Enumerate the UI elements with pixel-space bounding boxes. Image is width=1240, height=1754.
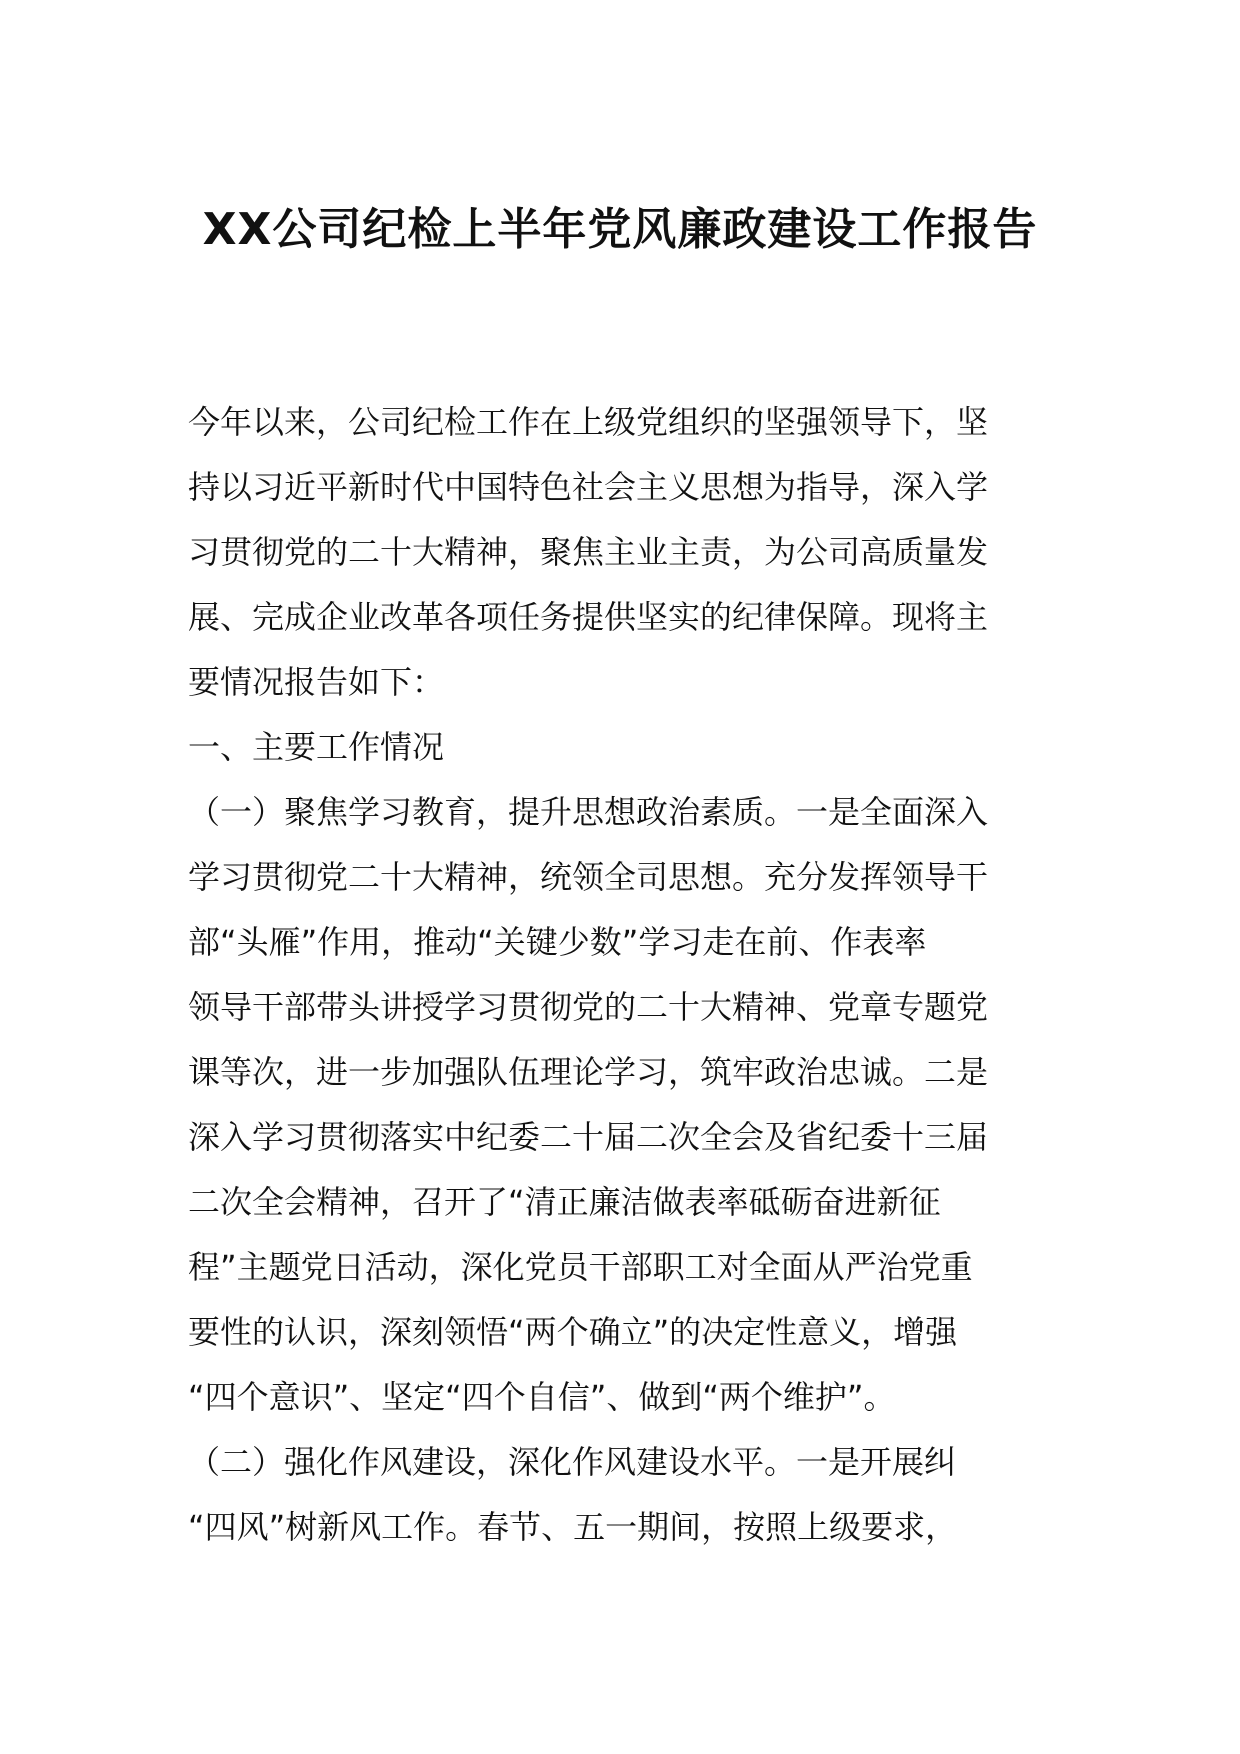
body-line: 今年以来，公司纪检工作在上级党组织的坚强领导下，坚 [188,403,989,441]
body-line: 持以习近平新时代中国特色社会主义思想为指导，深入学 [188,468,989,506]
body-line: 领导干部带头讲授学习贯彻党的二十大精神、党章专题党 [188,988,989,1026]
body-line: “四风”树新风工作。春节、五一期间，按照上级要求， [188,1508,958,1546]
body-line: 课等次，进一步加强队伍理论学习，筑牢政治忠诚。二是 [188,1053,989,1091]
body-line: 部“头雁”作用，推动“关键少数”学习走在前、作表率 [188,923,927,961]
body-line: 二次全会精神，召开了“清正廉洁做表率砥砺奋进新征 [188,1183,941,1221]
body-line: 程”主题党日活动，深化党员干部职工对全面从严治党重 [188,1248,973,1286]
body-line: 学习贯彻党二十大精神，统领全司思想。充分发挥领导干 [188,858,989,896]
body-line: 深入学习贯彻落实中纪委二十届二次全会及省纪委十三届 [188,1118,989,1156]
body-line: （一）聚焦学习教育，提升思想政治素质。一是全面深入 [188,793,989,831]
body-line: 习贯彻党的二十大精神，聚焦主业主责，为公司高质量发 [188,533,989,571]
body-line: （二）强化作风建设，深化作风建设水平。一是开展纠 [188,1443,957,1481]
body-line: 要情况报告如下： [188,663,445,701]
body-line: “四个意识”、坚定“四个自信”、做到“两个维护”。 [188,1378,896,1416]
document-title: XX公司纪检上半年党风廉政建设工作报告 [202,204,1038,255]
body-line: 要性的认识，深刻领悟“两个确立”的决定性意义，增强 [188,1313,958,1351]
body-line: 展、完成企业改革各项任务提供坚实的纪律保障。现将主 [188,598,989,636]
document-body [188,390,1058,1560]
section-heading: 一、主要工作情况 [188,728,445,766]
